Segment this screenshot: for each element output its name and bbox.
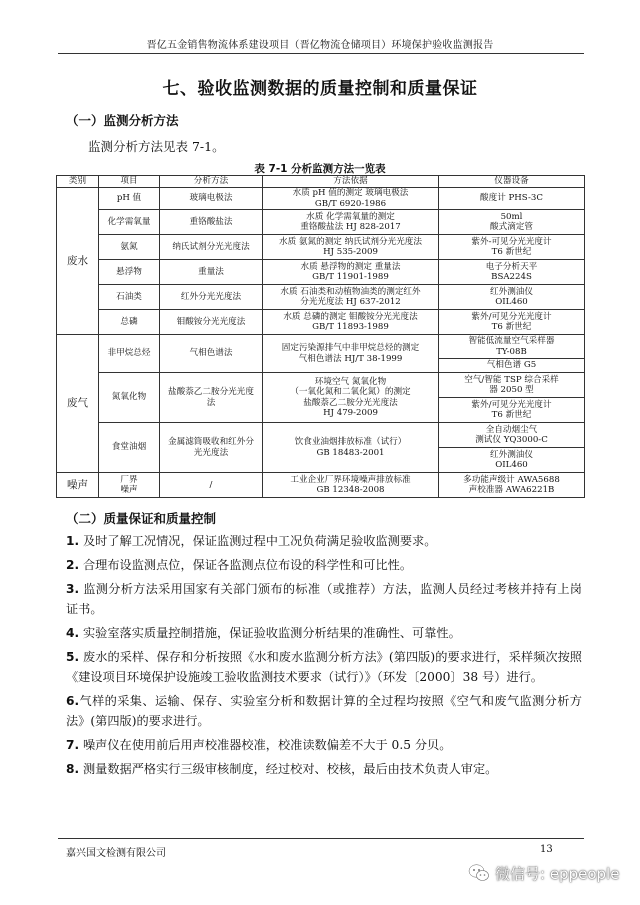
- header-basis: 方法依据: [263, 176, 439, 188]
- header-item: 项目: [99, 176, 160, 188]
- method-cell: 气相色谱法: [160, 335, 263, 373]
- method-cell: 金属滤筒吸收和红外分 光光度法: [160, 423, 263, 473]
- item-cell: 食堂油烟: [99, 423, 160, 473]
- table-row: [57, 310, 585, 335]
- basis-cell: 水质 化学需氧量的测定 重铬酸盐法 HJ 828-2017: [263, 210, 439, 235]
- item-cell: 非甲烷总烃: [99, 335, 160, 373]
- method-cell: /: [160, 473, 263, 498]
- item-cell: 石油类: [99, 285, 160, 310]
- method-cell: 重铬酸盐法: [160, 210, 263, 235]
- table-row: [57, 335, 585, 359]
- subsection-title-methods: （一）监测分析方法: [66, 113, 179, 128]
- equipment-cell: 红外测油仪 OIL460: [439, 285, 585, 310]
- section-title: 七、验收监测数据的质量控制和质量保证: [162, 79, 478, 99]
- basis-cell: 水质 总磷的测定 钼酸铵分光光度法 GB/T 11893-1989: [263, 310, 439, 335]
- equipment-cell: 酸度计 PHS-3C: [439, 188, 585, 210]
- method-cell: 纳氏试剂分光光度法: [160, 235, 263, 260]
- page-header: 晋亿五金销售物流体系建设项目（晋亿物流仓储项目）环境保护验收监测报告: [146, 40, 494, 51]
- header-divider: [58, 53, 584, 54]
- method-cell: 盐酸萘乙二胺分光光度 法: [160, 373, 263, 423]
- list-item: 5. 废水的采样、保存和分析按照《水和废水监测分析方法》(第四版)的要求进行，采样频次按照《建设项目环境保护设施竣工验收监测技术要求（试行）》（环发〔2000〕38 号）进行。: [66, 650, 582, 684]
- equipment-cell: 紫外-可见分光光度计 T6 新世纪: [439, 235, 585, 260]
- basis-cell: 水质 石油类和动植物油类的测定红外 分光光度法 HJ 637-2012: [263, 285, 439, 310]
- item-cell: 总磷: [99, 310, 160, 335]
- item-cell: 氮氧化物: [99, 373, 160, 423]
- list-item: 6.气样的采集、运输、保存、实验室分析和数据计算的全过程均按照《空气和废气监测分析方法》(第四版)的要求进行。: [66, 694, 582, 728]
- table-row: [57, 473, 585, 498]
- table-caption: 表 7-1 分析监测方法一览表: [254, 163, 386, 175]
- equipment-cell: 电子分析天平 BSA224S: [439, 260, 585, 285]
- equipment-cell: 多功能声级计 AWA5688 声校准器 AWA6221B: [439, 473, 585, 498]
- equipment-cell: 智能低流量空气采样器 TY-08B: [439, 335, 585, 359]
- category-cell: 噪声: [57, 473, 99, 498]
- basis-cell: 水质 氨氮的测定 纳氏试剂分光光度法 HJ 535-2009: [263, 235, 439, 260]
- equipment-cell: 全自动烟尘气 测试仪 YQ3000-C: [439, 423, 585, 448]
- item-cell: pH 值: [99, 188, 160, 210]
- basis-cell: 水质 pH 值的测定 玻璃电极法 GB/T 6920-1986: [263, 188, 439, 210]
- quality-list: [66, 531, 582, 783]
- header-equipment: 仪器设备: [439, 176, 585, 188]
- wechat-icon: [468, 863, 490, 883]
- table-header-row: [57, 176, 585, 188]
- table-row: [57, 210, 585, 235]
- equipment-cell: 气相色谱 G5: [439, 359, 585, 373]
- basis-cell: 工业企业厂界环境噪声排放标准 GB 12348-2008: [263, 473, 439, 498]
- method-cell: 玻璃电极法: [160, 188, 263, 210]
- item-cell: 悬浮物: [99, 260, 160, 285]
- subsection-title-quality: （二）质量保证和质量控制: [66, 511, 217, 526]
- method-cell: 红外分光光度法: [160, 285, 263, 310]
- watermark: [468, 862, 619, 884]
- methods-table: [56, 175, 585, 498]
- basis-cell: 饮食业油烟排放标准（试行） GB 18483-2001: [263, 423, 439, 473]
- list-item: 2. 合理布设监测点位，保证各监测点位布设的科学性和可比性。: [66, 558, 413, 572]
- footer-divider: [58, 838, 584, 839]
- basis-cell: 环境空气 氮氧化物 （一氧化氮和二氧化氮）的测定 盐酸萘乙二胺分光光度法 HJ 479-2009: [263, 373, 439, 423]
- equipment-cell: 紫外/可见分光光度计 T6 新世纪: [439, 398, 585, 423]
- item-cell: 化学需氧量: [99, 210, 160, 235]
- list-item: 1. 及时了解工况情况，保证监测过程中工况负荷满足验收监测要求。: [66, 534, 437, 548]
- list-item: 7. 噪声仪在使用前后用声校准器校准，校准读数偏差不大于 0.5 分贝。: [66, 738, 452, 752]
- method-cell: 钼酸铵分光光度法: [160, 310, 263, 335]
- table-row: [57, 260, 585, 285]
- category-cell: 废水: [57, 188, 99, 335]
- footer-company: 嘉兴国文检测有限公司: [66, 848, 166, 859]
- method-cell: 重量法: [160, 260, 263, 285]
- watermark-text: 微信号: eppeople: [495, 864, 620, 883]
- list-item: 4. 实验室落实质量控制措施，保证验收监测分析结果的准确性、可靠性。: [66, 626, 461, 640]
- page-number: 13: [540, 844, 553, 855]
- header-method: 分析方法: [160, 176, 263, 188]
- list-item: 3. 监测分析方法采用国家有关部门颁布的标准（或推荐）方法，监测人员经过考核并持有上岗证书。: [66, 582, 582, 616]
- equipment-cell: 空气/智能 TSP 综合采样 器 2050 型: [439, 373, 585, 398]
- table-row: [57, 188, 585, 210]
- equipment-cell: 50ml 酸式滴定管: [439, 210, 585, 235]
- equipment-cell: 紫外/可见分光光度计 T6 新世纪: [439, 310, 585, 335]
- table-row: [57, 235, 585, 260]
- table-row: [57, 423, 585, 448]
- basis-cell: 水质 悬浮物的测定 重量法 GB/T 11901-1989: [263, 260, 439, 285]
- item-cell: 厂界 噪声: [99, 473, 160, 498]
- header-category: 类别: [57, 176, 99, 188]
- category-cell: 废气: [57, 335, 99, 473]
- list-item: 8. 测量数据严格实行三级审核制度，经过校对、校核，最后由技术负责人审定。: [66, 762, 498, 776]
- equipment-cell: 红外测油仪 OIL460: [439, 448, 585, 473]
- item-cell: 氨氮: [99, 235, 160, 260]
- table-row: [57, 373, 585, 398]
- intro-text: 监测分析方法见表 7-1。: [88, 139, 225, 154]
- basis-cell: 固定污染源排气中非甲烷总烃的测定 气相色谱法 HJ/T 38-1999: [263, 335, 439, 373]
- table-row: [57, 285, 585, 310]
